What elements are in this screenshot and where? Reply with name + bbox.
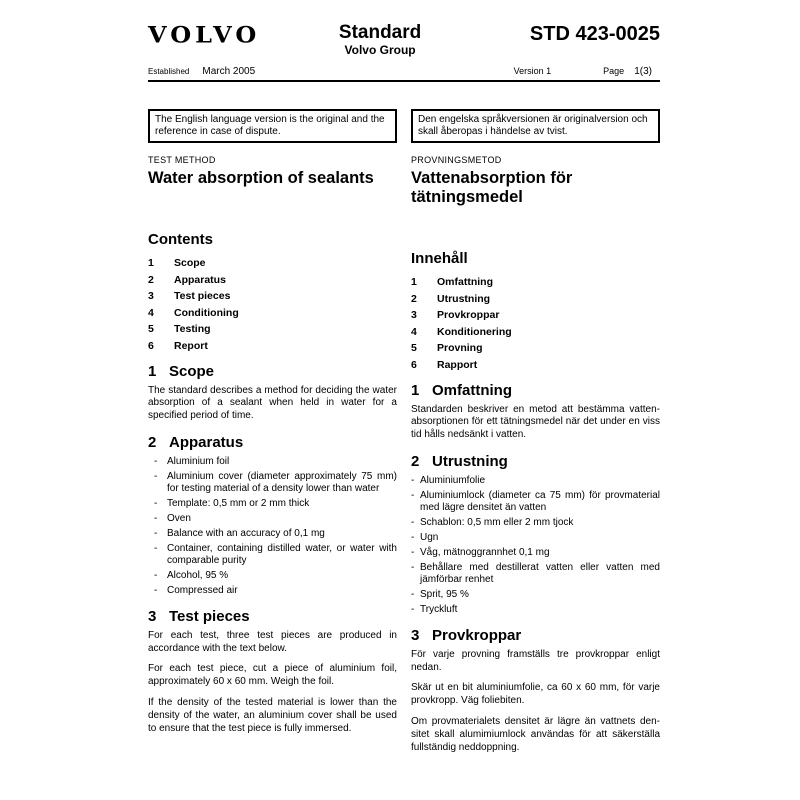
section-number: 2 xyxy=(148,433,157,451)
toc-item xyxy=(148,340,397,352)
utrustning-item xyxy=(411,490,660,514)
apparatus-item-text: Balance with an accuracy of 0,1 mg xyxy=(167,527,325,539)
dash-marker: - xyxy=(154,527,158,539)
established-date: March 2005 xyxy=(202,66,256,77)
content-columns xyxy=(148,155,660,762)
toc-item xyxy=(411,293,660,305)
toc-item xyxy=(148,290,397,302)
section-heading-test-pieces xyxy=(148,609,397,625)
toc-item-number: 1 xyxy=(411,276,417,288)
section-heading-utrustning xyxy=(411,454,660,470)
dash-marker: - xyxy=(411,531,415,543)
apparatus-item-text: Alcohol, 95 % xyxy=(167,569,229,581)
toc-item xyxy=(411,359,660,371)
utrustning-item xyxy=(411,547,660,559)
test-pieces-paragraph: For each test piece, cut a piece of aluminium foil, approximately 60 x 60 mm. Weigh the foil. xyxy=(148,663,397,688)
section-apparatus xyxy=(148,435,397,597)
dash-marker: - xyxy=(411,489,415,501)
apparatus-item-text: Aluminium foil xyxy=(167,455,230,467)
document-number: STD 423-0025 xyxy=(529,23,660,45)
section-heading-provkroppar xyxy=(411,628,660,644)
apparatus-item xyxy=(148,585,397,597)
dash-marker: - xyxy=(411,474,415,486)
toc-item-label: Scope xyxy=(174,257,206,269)
dash-marker: - xyxy=(154,455,158,467)
toc-item xyxy=(148,274,397,286)
utrustning-item xyxy=(411,475,660,487)
table-of-contents-en xyxy=(148,257,397,352)
apparatus-item-text: Oven xyxy=(167,512,191,524)
toc-item xyxy=(411,326,660,338)
notice-english: The English language version is the original and the reference in case of dispute. xyxy=(148,109,397,143)
toc-item xyxy=(148,307,397,319)
apparatus-item xyxy=(148,543,397,567)
section-scope xyxy=(148,364,397,423)
apparatus-item xyxy=(148,498,397,510)
document-title-sv: Vattenabsorption för tätningsmedel xyxy=(411,169,573,206)
kicker-provningsmetod: PROVNINGSMETOD xyxy=(411,155,502,165)
utrustning-item xyxy=(411,604,660,616)
dispute-notices xyxy=(148,109,660,143)
utrustning-item-text: Sprit, 95 % xyxy=(420,588,469,600)
section-number: 2 xyxy=(411,452,420,470)
table-of-contents-sv xyxy=(411,276,660,371)
established-label: Established xyxy=(148,67,190,76)
contents-heading-sv: Innehåll xyxy=(411,250,468,267)
toc-item-label: Utrustning xyxy=(437,292,491,305)
apparatus-item-text: Template: 0,5 mm or 2 mm thick xyxy=(167,497,310,509)
header-center xyxy=(260,22,530,57)
toc-item-label: Apparatus xyxy=(174,273,226,286)
document-type-label: Standard xyxy=(338,22,422,43)
dash-marker: - xyxy=(411,516,415,528)
utrustning-item-text: Våg, mätnoggrannhet 0,1 mg xyxy=(420,546,550,558)
toc-item xyxy=(411,342,660,354)
notice-swedish: Den engelska språkversionen är originalversion och skall åberopas i händelse av tvist. xyxy=(411,109,660,143)
test-pieces-paragraph: For each test, three test pieces are produced in accordance with the text below. xyxy=(148,629,397,654)
toc-item xyxy=(411,276,660,288)
toc-item-label: Conditioning xyxy=(174,306,239,319)
organization-label: Volvo Group xyxy=(344,43,416,57)
english-column xyxy=(148,155,397,762)
utrustning-item xyxy=(411,562,660,586)
toc-item-number: 5 xyxy=(148,323,154,335)
utrustning-item xyxy=(411,517,660,529)
toc-item-number: 6 xyxy=(411,358,417,371)
apparatus-item-text: Aluminium cover (diameter approximately 75 mm) for testing material of a density lower than water xyxy=(167,470,397,494)
toc-item-label: Omfattning xyxy=(437,276,493,288)
toc-item-label: Testing xyxy=(174,323,211,335)
document-header xyxy=(148,0,660,82)
document-title-en: Water absorption of sealants xyxy=(148,169,374,187)
dash-marker: - xyxy=(154,497,158,509)
utrustning-item xyxy=(411,532,660,544)
utrustning-item-text: Aluminiumfolie xyxy=(420,474,486,486)
section-test-pieces xyxy=(148,609,397,736)
dash-marker: - xyxy=(154,512,158,524)
section-number: 1 xyxy=(148,362,157,380)
dash-marker: - xyxy=(154,569,158,581)
dash-marker: - xyxy=(154,470,158,482)
section-title: Scope xyxy=(169,362,215,380)
toc-item-number: 3 xyxy=(148,290,154,302)
header-meta-row xyxy=(148,66,660,77)
section-heading-apparatus xyxy=(148,435,397,451)
toc-item xyxy=(148,323,397,335)
toc-item-number: 5 xyxy=(411,342,417,354)
page-number: 1(3) xyxy=(634,66,652,77)
toc-item-number: 4 xyxy=(148,306,154,319)
provkroppar-paragraph: För varje provning framställs tre provkroppar enligt nedan. xyxy=(411,648,660,673)
omfattning-paragraph: Standarden beskriver en metod att bestämma vatten-absorptionen för ett tätningsmedel när det under en viss tid hålls nedsänkt i vatten. xyxy=(411,403,660,441)
dash-marker: - xyxy=(411,588,415,600)
utrustning-item-text: Behållare med destillerat vatten eller vatten med jämförbar renhet xyxy=(420,561,660,585)
section-utrustning xyxy=(411,454,660,616)
dash-marker: - xyxy=(154,584,158,596)
apparatus-item xyxy=(148,471,397,495)
apparatus-item-text: Container, containing distilled water, or water with comparable purity xyxy=(167,542,397,566)
kicker-test-method: TEST METHOD xyxy=(148,155,216,165)
toc-item-number: 4 xyxy=(411,325,417,338)
scope-paragraph: The standard describes a method for deciding the water absorption of a sealant when held in water for a specified period of time. xyxy=(148,384,397,422)
utrustning-item-text: Tryckluft xyxy=(420,603,458,615)
toc-item xyxy=(148,257,397,269)
section-title: Apparatus xyxy=(169,433,244,451)
section-number: 3 xyxy=(411,626,420,644)
utrustning-item-text: Ugn xyxy=(420,531,439,543)
version-label: Version 1 xyxy=(513,66,552,76)
contents-heading-en: Contents xyxy=(148,231,213,248)
section-omfattning xyxy=(411,383,660,442)
toc-item-label: Test pieces xyxy=(174,290,231,302)
section-provkroppar xyxy=(411,628,660,755)
toc-item-number: 2 xyxy=(411,292,417,305)
toc-item-label: Provning xyxy=(437,342,483,354)
section-title: Omfattning xyxy=(432,381,512,399)
header-divider-rule xyxy=(148,80,660,82)
apparatus-item xyxy=(148,570,397,582)
toc-item-number: 2 xyxy=(148,273,154,286)
section-heading-omfattning xyxy=(411,383,660,399)
toc-item xyxy=(411,309,660,321)
toc-item-label: Provkroppar xyxy=(437,309,500,321)
apparatus-item xyxy=(148,528,397,540)
provkroppar-paragraph: Om provmaterialets densitet är lägre än vattnets den-sitet skall alumimiumlock användas för att säkerställa fullständig neddoppning. xyxy=(411,716,660,753)
toc-item-label: Rapport xyxy=(437,358,478,371)
standard-document xyxy=(148,0,660,762)
section-title: Utrustning xyxy=(432,452,508,470)
toc-item-number: 6 xyxy=(148,339,154,352)
volvo-logo: VOLVO xyxy=(148,20,261,49)
provkroppar-paragraph: Skär ut en bit aluminiumfolie, ca 60 x 60 mm, för varje provkropp. Väg foliebiten. xyxy=(411,682,660,707)
dash-marker: - xyxy=(411,561,415,573)
utrustning-item xyxy=(411,589,660,601)
utrustning-item-text: Schablon: 0,5 mm eller 2 mm tjock xyxy=(420,516,574,528)
swedish-column xyxy=(411,155,660,762)
apparatus-item xyxy=(148,456,397,468)
section-number: 1 xyxy=(411,381,420,399)
section-heading-scope xyxy=(148,364,397,380)
apparatus-item-text: Compressed air xyxy=(167,584,238,596)
dash-marker: - xyxy=(411,546,415,558)
utrustning-item-text: Aluminiumlock (diameter ca 75 mm) för provmaterial med lägre densitet än vatten xyxy=(420,489,660,513)
toc-item-number: 1 xyxy=(148,257,154,269)
section-number: 3 xyxy=(148,607,157,625)
section-title: Test pieces xyxy=(169,607,250,625)
toc-item-label: Report xyxy=(174,339,208,352)
section-title: Provkroppar xyxy=(432,626,522,644)
apparatus-item xyxy=(148,513,397,525)
dash-marker: - xyxy=(154,542,158,554)
toc-item-number: 3 xyxy=(411,309,417,321)
dash-marker: - xyxy=(411,603,415,615)
header-top-row xyxy=(148,0,660,57)
test-pieces-paragraph: If the density of the tested material is lower than the density of the water, an aluminium cover shall be used to ensure that the test piece is fully immersed. xyxy=(148,697,397,734)
page-label: Page xyxy=(603,66,625,76)
toc-item-label: Konditionering xyxy=(437,325,512,338)
